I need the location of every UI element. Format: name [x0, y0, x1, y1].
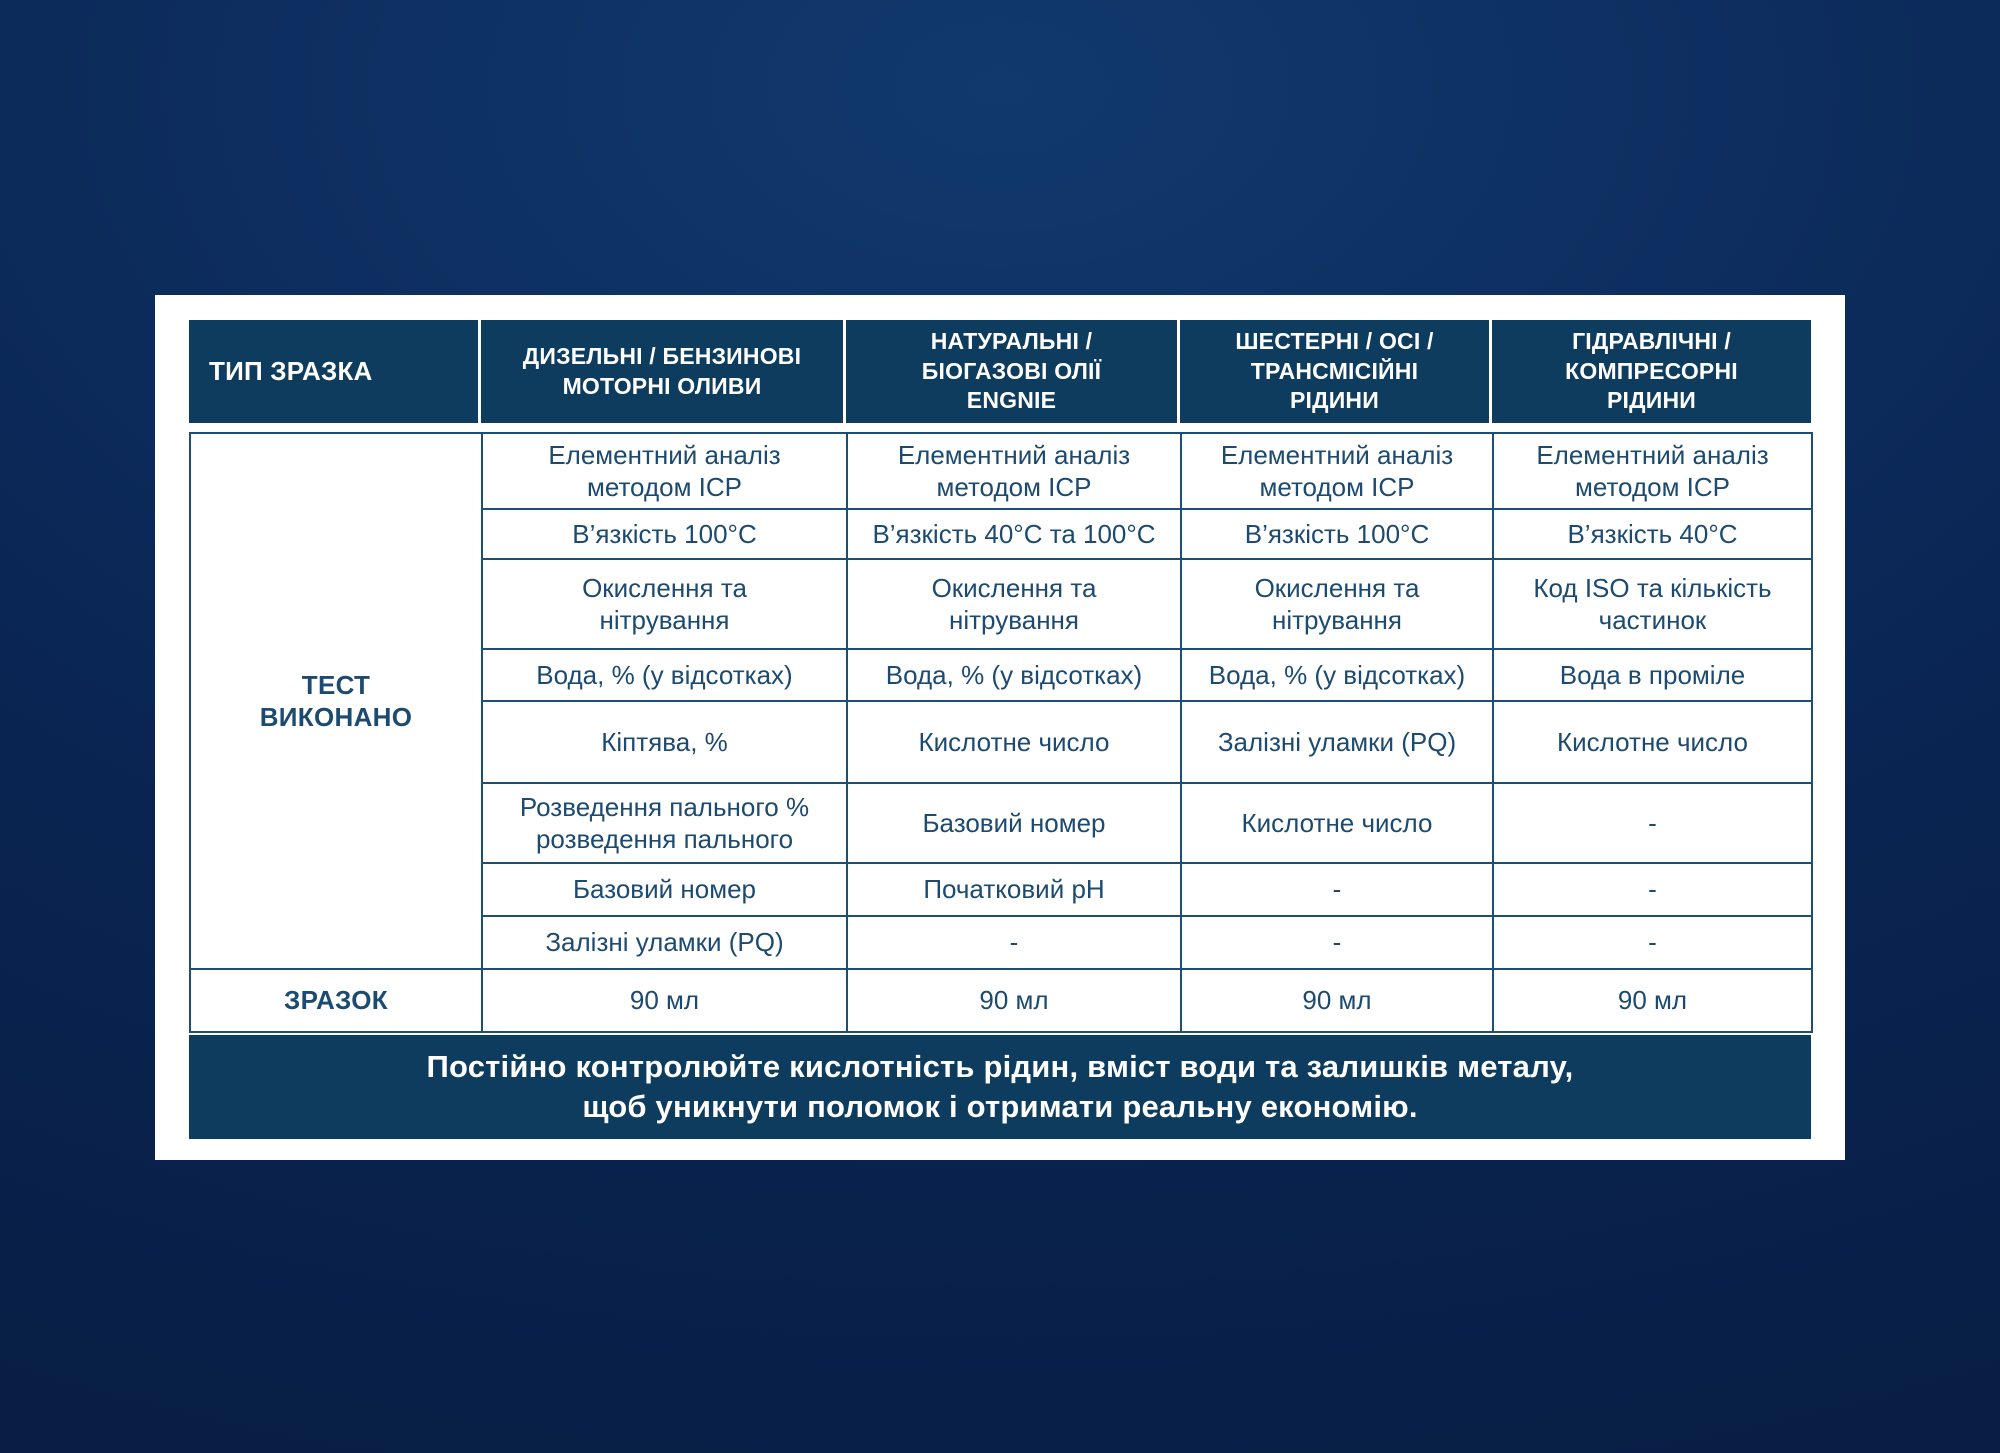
- header-diesel-petrol-motor-oils: ДИЗЕЛЬНІ / БЕНЗИНОВІ МОТОРНІ ОЛИВИ: [481, 320, 846, 423]
- test-cell: Розведення пального % розведення пального: [482, 783, 847, 863]
- test-cell: Кислотне число: [847, 701, 1181, 783]
- test-cell: Вода, % (у відсотках): [1181, 649, 1493, 701]
- sample-volume-cell: 90 мл: [482, 969, 847, 1032]
- test-cell: Елементний аналіз методом ICP: [1181, 433, 1493, 509]
- sample-row: [190, 969, 1812, 1032]
- test-cell: Початковий pH: [847, 863, 1181, 916]
- test-cell: Код ISO та кількість частинок: [1493, 559, 1812, 649]
- tests-table: [189, 432, 1813, 1033]
- test-cell: Вода, % (у відсотках): [482, 649, 847, 701]
- test-cell: Кислотне число: [1181, 783, 1493, 863]
- test-cell: -: [1493, 916, 1812, 969]
- test-cell: Кислотне число: [1493, 701, 1812, 783]
- test-cell: Базовий номер: [482, 863, 847, 916]
- test-cell: Окислення та нітрування: [1181, 559, 1493, 649]
- test-cell: Елементний аналіз методом ICP: [847, 433, 1181, 509]
- test-cell: Елементний аналіз методом ICP: [1493, 433, 1812, 509]
- header-sample-type: ТИП ЗРАЗКА: [189, 320, 481, 423]
- table-row: [190, 433, 1812, 509]
- header-natural-biogas-oils: НАТУРАЛЬНІ / БІОГАЗОВІ ОЛІЇ ENGNIE: [846, 320, 1180, 423]
- header-gear-axle-transmission-fluids: ШЕСТЕРНІ / ОСІ / ТРАНСМІСІЙНІ РІДИНИ: [1180, 320, 1492, 423]
- test-cell: Окислення та нітрування: [482, 559, 847, 649]
- test-cell: В’язкість 100°C: [1181, 509, 1493, 559]
- test-cell: В’язкість 40°C та 100°C: [847, 509, 1181, 559]
- table-header-row: [189, 320, 1811, 423]
- test-cell: -: [1181, 863, 1493, 916]
- test-cell: Вода, % (у відсотках): [847, 649, 1181, 701]
- test-cell: Кіптява, %: [482, 701, 847, 783]
- footer-note: Постійно контролюйте кислотність рідин, вміст води та залишків металу, щоб уникнути поломок і отримати реальну економію.: [189, 1035, 1811, 1139]
- header-hydraulic-compressor-fluids: ГІДРАВЛІЧНІ / КОМПРЕСОРНІ РІДИНИ: [1492, 320, 1811, 423]
- row-group-label-test-performed: ТЕСТ ВИКОНАНО: [190, 433, 482, 969]
- test-cell: Залізні уламки (PQ): [1181, 701, 1493, 783]
- test-cell: Залізні уламки (PQ): [482, 916, 847, 969]
- row-label-sample: ЗРАЗОК: [190, 969, 482, 1032]
- test-cell: -: [1181, 916, 1493, 969]
- test-cell: -: [847, 916, 1181, 969]
- test-cell: -: [1493, 783, 1812, 863]
- test-cell: В’язкість 100°C: [482, 509, 847, 559]
- test-cell: Елементний аналіз методом ICP: [482, 433, 847, 509]
- test-cell: -: [1493, 863, 1812, 916]
- test-cell: В’язкість 40°C: [1493, 509, 1812, 559]
- test-cell: Вода в проміле: [1493, 649, 1812, 701]
- sample-volume-cell: 90 мл: [1181, 969, 1493, 1032]
- test-cell: Базовий номер: [847, 783, 1181, 863]
- sample-volume-cell: 90 мл: [1493, 969, 1812, 1032]
- test-cell: Окислення та нітрування: [847, 559, 1181, 649]
- sample-volume-cell: 90 мл: [847, 969, 1181, 1032]
- table-card: [155, 295, 1845, 1160]
